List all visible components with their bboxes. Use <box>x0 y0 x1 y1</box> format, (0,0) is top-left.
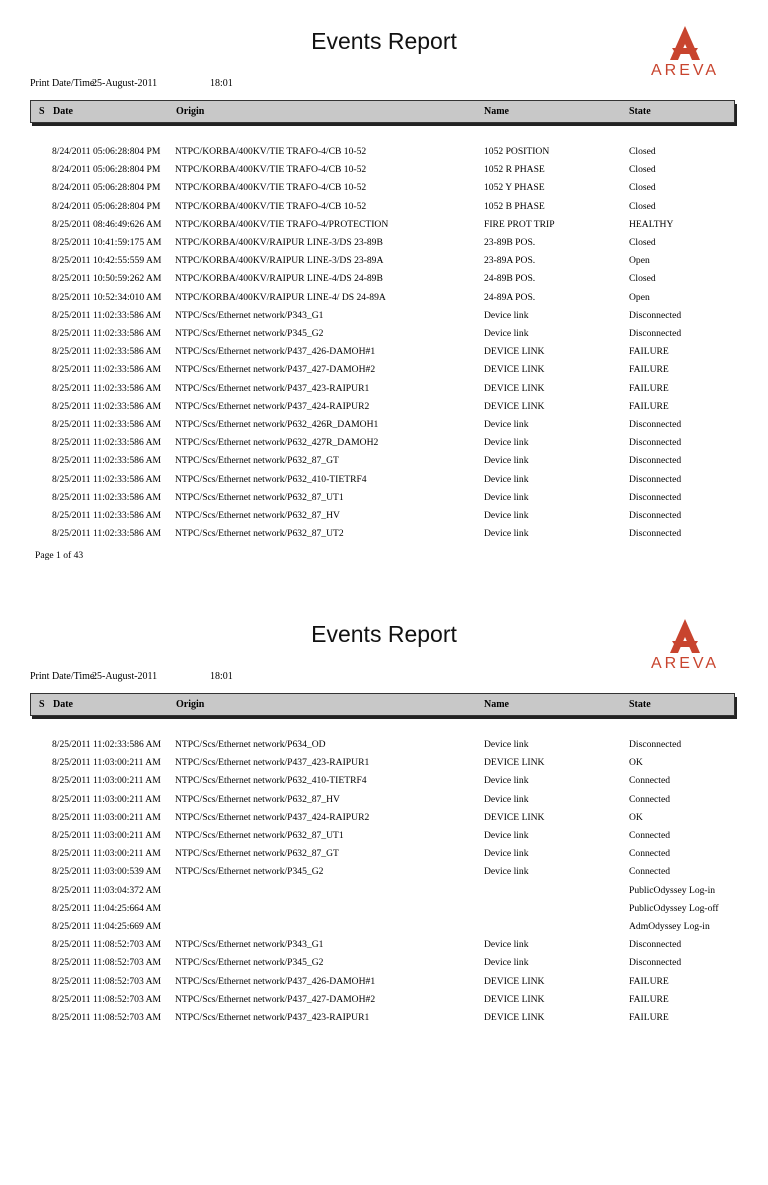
cell-origin: NTPC/Scs/Ethernet network/P437_424-RAIPUR2 <box>175 811 370 823</box>
cell-origin: NTPC/Scs/Ethernet network/P632_427R_DAMOH2 <box>175 437 379 449</box>
cell-date: 8/25/2011 11:02:33:586 AM <box>52 455 162 467</box>
table-row <box>0 292 768 310</box>
table-row <box>0 812 768 830</box>
cell-name: DEVICE LINK <box>484 811 545 823</box>
table-row <box>0 794 768 812</box>
table-row <box>0 419 768 437</box>
table-row <box>0 437 768 455</box>
cell-origin: NTPC/KORBA/400KV/TIE TRAFO-4/CB 10-52 <box>175 182 367 194</box>
cell-name: 1052 Y PHASE <box>484 182 545 194</box>
cell-origin: NTPC/KORBA/400KV/TIE TRAFO-4/CB 10-52 <box>175 200 367 212</box>
cell-origin: NTPC/Scs/Ethernet network/P634_OD <box>175 739 326 750</box>
table-row <box>0 775 768 793</box>
cell-state: FAILURE <box>629 400 669 412</box>
cell-origin: NTPC/Scs/Ethernet network/P345_G2 <box>175 957 324 969</box>
col-origin: Origin <box>176 699 205 710</box>
print-date: 25-August-2011 <box>92 671 158 682</box>
cell-origin: NTPC/KORBA/400KV/RAIPUR LINE-4/DS 24-89B <box>175 273 383 285</box>
cell-date: 8/25/2011 11:03:00:211 AM <box>52 830 161 841</box>
report-title: Events Report <box>311 621 457 647</box>
table-row <box>0 885 768 903</box>
table-row <box>0 201 768 219</box>
cell-origin: NTPC/Scs/Ethernet network/P437_424-RAIPUR2 <box>175 400 370 412</box>
cell-origin: NTPC/Scs/Ethernet network/P437_427-DAMOH#2 <box>175 364 376 376</box>
cell-origin: NTPC/Scs/Ethernet network/P437_427-DAMOH#2 <box>175 993 376 1005</box>
cell-state: Closed <box>629 200 656 212</box>
cell-name: Device link <box>484 739 529 750</box>
cell-name: Device link <box>484 309 529 321</box>
cell-state: Disconnected <box>629 455 682 467</box>
cell-date: 8/25/2011 11:02:33:586 AM <box>52 419 162 430</box>
cell-origin: NTPC/KORBA/400KV/RAIPUR LINE-3/DS 23-89A <box>175 255 384 267</box>
cell-name: Device link <box>484 775 529 787</box>
cell-name: Device link <box>484 419 529 430</box>
cell-origin: NTPC/Scs/Ethernet network/P632_426R_DAMOH1 <box>175 419 379 430</box>
areva-logo <box>634 24 736 80</box>
cell-state: FAILURE <box>629 382 669 394</box>
cell-date: 8/24/2011 05:06:28:804 PM <box>52 164 161 176</box>
cell-date: 8/25/2011 08:46:49:626 AM <box>52 218 162 230</box>
cell-date: 8/25/2011 10:41:59:175 AM <box>52 237 162 248</box>
cell-state: Disconnected <box>629 473 682 485</box>
table-row <box>0 310 768 328</box>
table-row <box>0 492 768 510</box>
table-row <box>0 903 768 921</box>
cell-origin: NTPC/Scs/Ethernet network/P437_426-DAMOH#1 <box>175 975 376 987</box>
table-row <box>0 364 768 382</box>
table-row <box>0 346 768 364</box>
table-row <box>0 739 768 757</box>
table-row <box>0 474 768 492</box>
table-row <box>0 401 768 419</box>
cell-name: DEVICE LINK <box>484 1012 545 1023</box>
cell-date: 8/25/2011 11:08:52:703 AM <box>52 939 162 951</box>
cell-date: 8/25/2011 11:08:52:703 AM <box>52 1012 162 1023</box>
cell-date: 8/25/2011 11:03:00:211 AM <box>52 848 161 860</box>
cell-state: Disconnected <box>629 309 682 321</box>
cell-date: 8/25/2011 11:02:33:586 AM <box>52 510 162 521</box>
cell-state: Connected <box>629 848 671 860</box>
cell-date: 8/25/2011 11:02:33:586 AM <box>52 309 162 321</box>
print-time: 18:01 <box>210 78 233 89</box>
cell-name: 24-89A POS. <box>484 291 536 303</box>
table-header <box>30 693 735 716</box>
cell-name: Device link <box>484 866 529 878</box>
cell-name: 23-89A POS. <box>484 255 536 267</box>
print-label: Print Date/Time: <box>30 671 98 682</box>
logo-text: AREVA <box>650 655 720 672</box>
cell-state: OK <box>629 811 643 823</box>
cell-state: Disconnected <box>629 510 682 521</box>
table-row <box>0 994 768 1012</box>
logo-text: AREVA <box>650 62 720 79</box>
cell-origin: NTPC/Scs/Ethernet network/P632_87_HV <box>175 793 340 805</box>
col-origin: Origin <box>176 106 205 117</box>
table-row <box>0 237 768 255</box>
cell-date: 8/25/2011 11:02:33:586 AM <box>52 528 162 540</box>
cell-date: 8/25/2011 11:03:00:539 AM <box>52 866 162 878</box>
cell-origin: NTPC/Scs/Ethernet network/P345_G2 <box>175 328 324 339</box>
table-row <box>0 848 768 866</box>
table-row <box>0 219 768 237</box>
col-s: S <box>39 699 45 710</box>
col-name: Name <box>484 699 509 710</box>
cell-state: Disconnected <box>629 437 682 449</box>
cell-origin: NTPC/Scs/Ethernet network/P437_423-RAIPUR1 <box>175 382 370 394</box>
cell-date: 8/25/2011 10:52:34:010 AM <box>52 291 162 303</box>
col-s: S <box>39 106 45 117</box>
report-page-2 <box>0 593 768 1185</box>
cell-state: FAILURE <box>629 975 669 987</box>
cell-date: 8/25/2011 11:03:00:211 AM <box>52 775 161 787</box>
cell-name: Device link <box>484 793 529 805</box>
cell-state: Open <box>629 291 650 303</box>
cell-name: DEVICE LINK <box>484 382 545 394</box>
cell-date: 8/25/2011 11:08:52:703 AM <box>52 993 162 1005</box>
cell-origin: NTPC/Scs/Ethernet network/P632_87_UT1 <box>175 491 344 503</box>
cell-name: Device link <box>484 510 529 521</box>
table-row <box>0 182 768 200</box>
cell-state: Connected <box>629 793 671 805</box>
table-row <box>0 164 768 182</box>
table-row <box>0 328 768 346</box>
cell-state: Connected <box>629 775 671 787</box>
cell-origin: NTPC/Scs/Ethernet network/P632_87_UT2 <box>175 528 344 540</box>
table-header <box>30 100 735 123</box>
cell-date: 8/25/2011 11:02:33:586 AM <box>52 328 162 339</box>
table-row <box>0 273 768 291</box>
table-row <box>0 146 768 164</box>
cell-state: PublicOdyssey Log-in <box>629 884 716 896</box>
cell-name: 1052 B PHASE <box>484 200 545 212</box>
col-name: Name <box>484 106 509 117</box>
cell-state: Disconnected <box>629 419 682 430</box>
cell-origin: NTPC/KORBA/400KV/TIE TRAFO-4/CB 10-52 <box>175 146 367 157</box>
cell-state: Disconnected <box>629 957 682 969</box>
cell-name: DEVICE LINK <box>484 364 545 376</box>
cell-state: FAILURE <box>629 993 669 1005</box>
cell-state: Disconnected <box>629 739 682 750</box>
cell-origin: NTPC/Scs/Ethernet network/P632_87_GT <box>175 848 339 860</box>
areva-logo <box>634 617 736 673</box>
cell-state: FAILURE <box>629 1012 669 1023</box>
table-row <box>0 528 768 546</box>
cell-date: 8/25/2011 11:02:33:586 AM <box>52 739 162 750</box>
cell-name: Device link <box>484 455 529 467</box>
cell-date: 8/25/2011 11:04:25:669 AM <box>52 921 162 932</box>
cell-state: OK <box>629 757 643 769</box>
table-row <box>0 1012 768 1030</box>
cell-name: Device link <box>484 830 529 841</box>
cell-state: Closed <box>629 182 656 194</box>
cell-name: Device link <box>484 437 529 449</box>
cell-name: Device link <box>484 848 529 860</box>
cell-state: Closed <box>629 237 656 248</box>
cell-date: 8/25/2011 11:02:33:586 AM <box>52 437 162 449</box>
cell-state: Disconnected <box>629 328 682 339</box>
report-page-1 <box>0 0 768 592</box>
cell-date: 8/25/2011 11:08:52:703 AM <box>52 975 162 987</box>
cell-name: Device link <box>484 939 529 951</box>
col-date: Date <box>53 699 73 710</box>
cell-name: Device link <box>484 491 529 503</box>
cell-state: Connected <box>629 830 671 841</box>
cell-origin: NTPC/Scs/Ethernet network/P437_423-RAIPUR1 <box>175 757 370 769</box>
cell-date: 8/25/2011 11:04:25:664 AM <box>52 902 162 914</box>
cell-date: 8/25/2011 11:03:00:211 AM <box>52 811 161 823</box>
cell-date: 8/24/2011 05:06:28:804 PM <box>52 182 161 194</box>
table-row <box>0 939 768 957</box>
cell-state: Open <box>629 255 650 267</box>
cell-date: 8/25/2011 11:08:52:703 AM <box>52 957 162 969</box>
cell-origin: NTPC/KORBA/400KV/RAIPUR LINE-3/DS 23-89B <box>175 237 383 248</box>
table-row <box>0 866 768 884</box>
areva-a-icon <box>634 617 736 657</box>
cell-origin: NTPC/Scs/Ethernet network/P632_87_UT1 <box>175 830 344 841</box>
cell-name: Device link <box>484 957 529 969</box>
cell-name: DEVICE LINK <box>484 975 545 987</box>
cell-name: FIRE PROT TRIP <box>484 218 555 230</box>
table-row <box>0 976 768 994</box>
cell-origin: NTPC/KORBA/400KV/TIE TRAFO-4/PROTECTION <box>175 218 389 230</box>
cell-state: FAILURE <box>629 346 669 358</box>
cell-name: 1052 POSITION <box>484 146 550 157</box>
cell-origin: NTPC/Scs/Ethernet network/P343_G1 <box>175 309 324 321</box>
cell-date: 8/25/2011 11:02:33:586 AM <box>52 364 162 376</box>
cell-date: 8/25/2011 11:02:33:586 AM <box>52 473 162 485</box>
cell-date: 8/25/2011 10:50:59:262 AM <box>52 273 162 285</box>
cell-date: 8/24/2011 05:06:28:804 PM <box>52 200 161 212</box>
cell-date: 8/25/2011 10:42:55:559 AM <box>52 255 162 267</box>
cell-origin: NTPC/Scs/Ethernet network/P345_G2 <box>175 866 324 878</box>
cell-state: Closed <box>629 164 656 176</box>
cell-state: Disconnected <box>629 939 682 951</box>
areva-a-icon <box>634 24 736 64</box>
cell-state: AdmOdyssey Log-in <box>629 921 710 932</box>
cell-state: Closed <box>629 146 656 157</box>
cell-name: Device link <box>484 528 529 540</box>
cell-state: Closed <box>629 273 656 285</box>
cell-state: Disconnected <box>629 528 682 540</box>
cell-origin: NTPC/Scs/Ethernet network/P632_410-TIETRF4 <box>175 473 367 485</box>
cell-origin: NTPC/Scs/Ethernet network/P437_423-RAIPUR1 <box>175 1012 370 1023</box>
report-title: Events Report <box>311 28 457 54</box>
table-row <box>0 455 768 473</box>
cell-name: DEVICE LINK <box>484 993 545 1005</box>
table-row <box>0 383 768 401</box>
cell-date: 8/25/2011 11:03:00:211 AM <box>52 757 161 769</box>
col-state: State <box>629 106 651 117</box>
cell-date: 8/25/2011 11:02:33:586 AM <box>52 346 162 358</box>
cell-state: Connected <box>629 866 671 878</box>
cell-state: HEALTHY <box>629 218 674 230</box>
table-row <box>0 510 768 528</box>
cell-date: 8/24/2011 05:06:28:804 PM <box>52 146 161 157</box>
table-row <box>0 830 768 848</box>
cell-name: Device link <box>484 473 529 485</box>
cell-date: 8/25/2011 11:03:00:211 AM <box>52 793 161 805</box>
col-state: State <box>629 699 651 710</box>
cell-origin: NTPC/Scs/Ethernet network/P632_87_GT <box>175 455 339 467</box>
table-row <box>0 757 768 775</box>
cell-date: 8/25/2011 11:02:33:586 AM <box>52 382 162 394</box>
cell-name: DEVICE LINK <box>484 757 545 769</box>
cell-date: 8/25/2011 11:02:33:586 AM <box>52 491 162 503</box>
print-date: 25-August-2011 <box>92 78 158 89</box>
cell-origin: NTPC/Scs/Ethernet network/P632_87_HV <box>175 510 340 521</box>
cell-name: DEVICE LINK <box>484 400 545 412</box>
cell-name: 1052 R PHASE <box>484 164 545 176</box>
cell-state: FAILURE <box>629 364 669 376</box>
cell-name: DEVICE LINK <box>484 346 545 358</box>
cell-origin: NTPC/Scs/Ethernet network/P343_G1 <box>175 939 324 951</box>
cell-origin: NTPC/KORBA/400KV/TIE TRAFO-4/CB 10-52 <box>175 164 367 176</box>
cell-origin: NTPC/Scs/Ethernet network/P437_426-DAMOH#1 <box>175 346 376 358</box>
cell-date: 8/25/2011 11:02:33:586 AM <box>52 400 162 412</box>
table-row <box>0 255 768 273</box>
cell-origin: NTPC/KORBA/400KV/RAIPUR LINE-4/ DS 24-89A <box>175 291 386 303</box>
cell-state: PublicOdyssey Log-off <box>629 902 719 914</box>
cell-date: 8/25/2011 11:03:04:372 AM <box>52 884 162 896</box>
col-date: Date <box>53 106 73 117</box>
cell-origin: NTPC/Scs/Ethernet network/P632_410-TIETRF4 <box>175 775 367 787</box>
print-time: 18:01 <box>210 671 233 682</box>
cell-name: Device link <box>484 328 529 339</box>
print-label: Print Date/Time: <box>30 78 98 89</box>
cell-state: Disconnected <box>629 491 682 503</box>
cell-name: 24-89B POS. <box>484 273 536 285</box>
page-footer: Page 1 of 43 <box>35 550 84 561</box>
table-row <box>0 921 768 939</box>
table-row <box>0 957 768 975</box>
cell-name: 23-89B POS. <box>484 237 536 248</box>
